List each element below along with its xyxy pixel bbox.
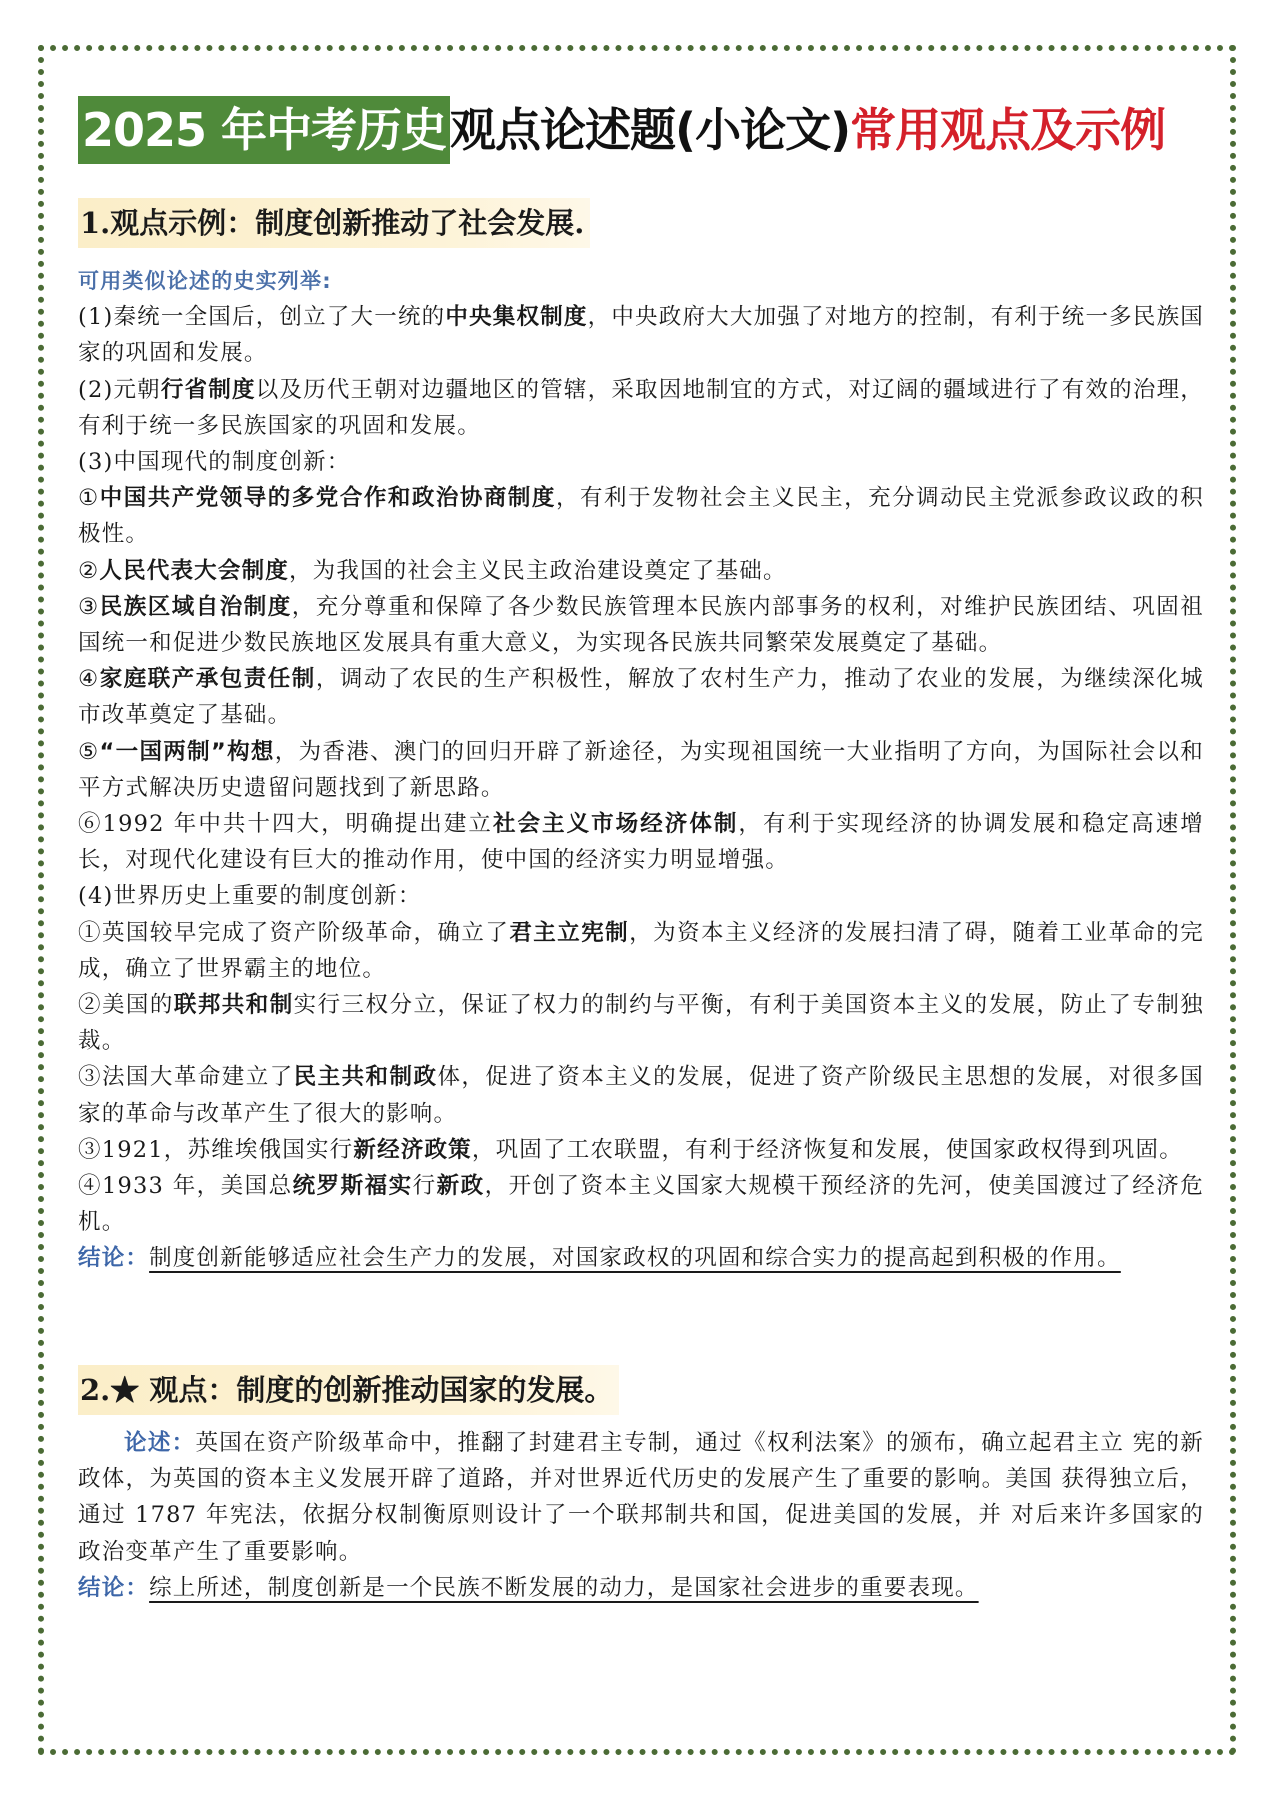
title-red: 常用观点及示例 (850, 103, 1166, 157)
conclusion-text: 制度创新能够适应社会生产力的发展，对国家政权的巩固和综合实力的提高起到积极的作用。 (149, 1245, 1121, 1272)
section2-content (78, 1425, 1204, 1606)
paragraph: ②人民代表大会制度，为我国的社会主义民主政治建设奠定了基础。 (78, 557, 787, 584)
paragraph: ④家庭联产承包责任制，调动了农民的生产积极性，解放了农村生产力，推动了农业的发展，为继续深化城市改革奠定了基础。 (78, 666, 1204, 729)
section1-subheading: 可用类似论述的史实列举: (78, 269, 332, 293)
conclusion-label: 结论： (78, 1574, 150, 1601)
paragraph: ①中国共产党领导的多党合作和政治协商制度，有利于发物社会主义民主，充分调动民主党派参政议政的积极性。 (78, 485, 1204, 548)
page-title (78, 96, 1165, 164)
section1-conclusion (78, 1240, 1204, 1276)
section2-argument (78, 1425, 1204, 1570)
conclusion-text: 综上所述，制度创新是一个民族不断发展的动力，是国家社会进步的重要表现。 (149, 1574, 979, 1601)
paragraph: ⑥1992 年中共十四大，明确提出建立社会主义市场经济体制，有利于实现经济的协调发展和稳定高速增长，对现代化建设有巨大的推动作用，使中国的经济实力明显增强。 (78, 811, 1204, 874)
argument-label: 论述： (124, 1430, 196, 1456)
paragraph: ③法国大革命建立了民主共和制政体，促进了资本主义的发展，促进了资产阶级民主思想的发展，对很多国家的革命与改革产生了很大的影响。 (78, 1064, 1204, 1127)
paragraph: ⑤“一国两制”构想，为香港、澳门的回归开辟了新途径，为实现祖国统一大业指明了方向，为国际社会以和平方式解决历史遗留问题找到了新思路。 (78, 738, 1204, 801)
section1-heading: 1.观点示例：制度创新推动了社会发展. (78, 198, 590, 248)
section2-conclusion (78, 1570, 1204, 1606)
section2-heading: 2.★ 观点：制度的创新推动国家的发展。 (78, 1365, 619, 1415)
paragraph: (4)世界历史上重要的制度创新： (78, 883, 422, 910)
paragraph: ①英国较早完成了资产阶级革命，确立了君主立宪制，为资本主义经济的发展扫清了碍，随着工业革命的完成，确立了世界霸主的地位。 (78, 919, 1204, 982)
paragraph: ④1933 年，美国总统罗斯福实行新政，开创了资本主义国家大规模干预经济的先河，使美国渡过了经济危机。 (78, 1173, 1204, 1236)
paragraph: (2)元朝行省制度以及历代王朝对边疆地区的管辖，采取因地制宜的方式，对辽阔的疆域进行了有效的治理，有利于统一多民族国家的巩固和发展。 (78, 376, 1204, 439)
paragraph: ③1921，苏维埃俄国实行新经济政策，巩固了工农联盟，有利于经济恢复和发展，使国家政权得到巩固。 (78, 1136, 1183, 1163)
conclusion-label: 结论： (78, 1245, 150, 1272)
title-highlight: 2025 年中考历史 (78, 96, 450, 164)
paragraph: (3)中国现代的制度创新： (78, 449, 351, 476)
paragraph: ②美国的联邦共和制实行三权分立，保证了权力的制约与平衡，有利于美国资本主义的发展，防止了专制独裁。 (78, 992, 1204, 1055)
paragraph: (1)秦统一全国后，创立了大一统的中央集权制度，中央政府大大加强了对地方的控制，有利于统一多民族国家的巩固和发展。 (78, 304, 1204, 367)
section1-content (78, 263, 1204, 1277)
title-middle: 观点论述题(小论文) (450, 103, 851, 157)
paragraph: ③民族区域自治制度，充分尊重和保障了各少数民族管理本民族内部事务的权利，对维护民族团结、巩固祖国统一和促进少数民族地区发展具有重大意义，为实现各民族共同繁荣发展奠定了基础。 (78, 593, 1204, 657)
argument-text: 英国在资产阶级革命中，推翻了封建君主专制，通过《权利法案》的颁布，确立起君主立 宪的新政体，为英国的资本主义发展开辟了道路，并对世界近代历史的发展产生了重要的影响。美国 获得独立后，通过 1787 年宪法，依据分权制衡原则设计了一个联邦制共和国，促进美国的发展，并 对后来许多国家的政治变革产生了重要影响。 (78, 1430, 1204, 1565)
